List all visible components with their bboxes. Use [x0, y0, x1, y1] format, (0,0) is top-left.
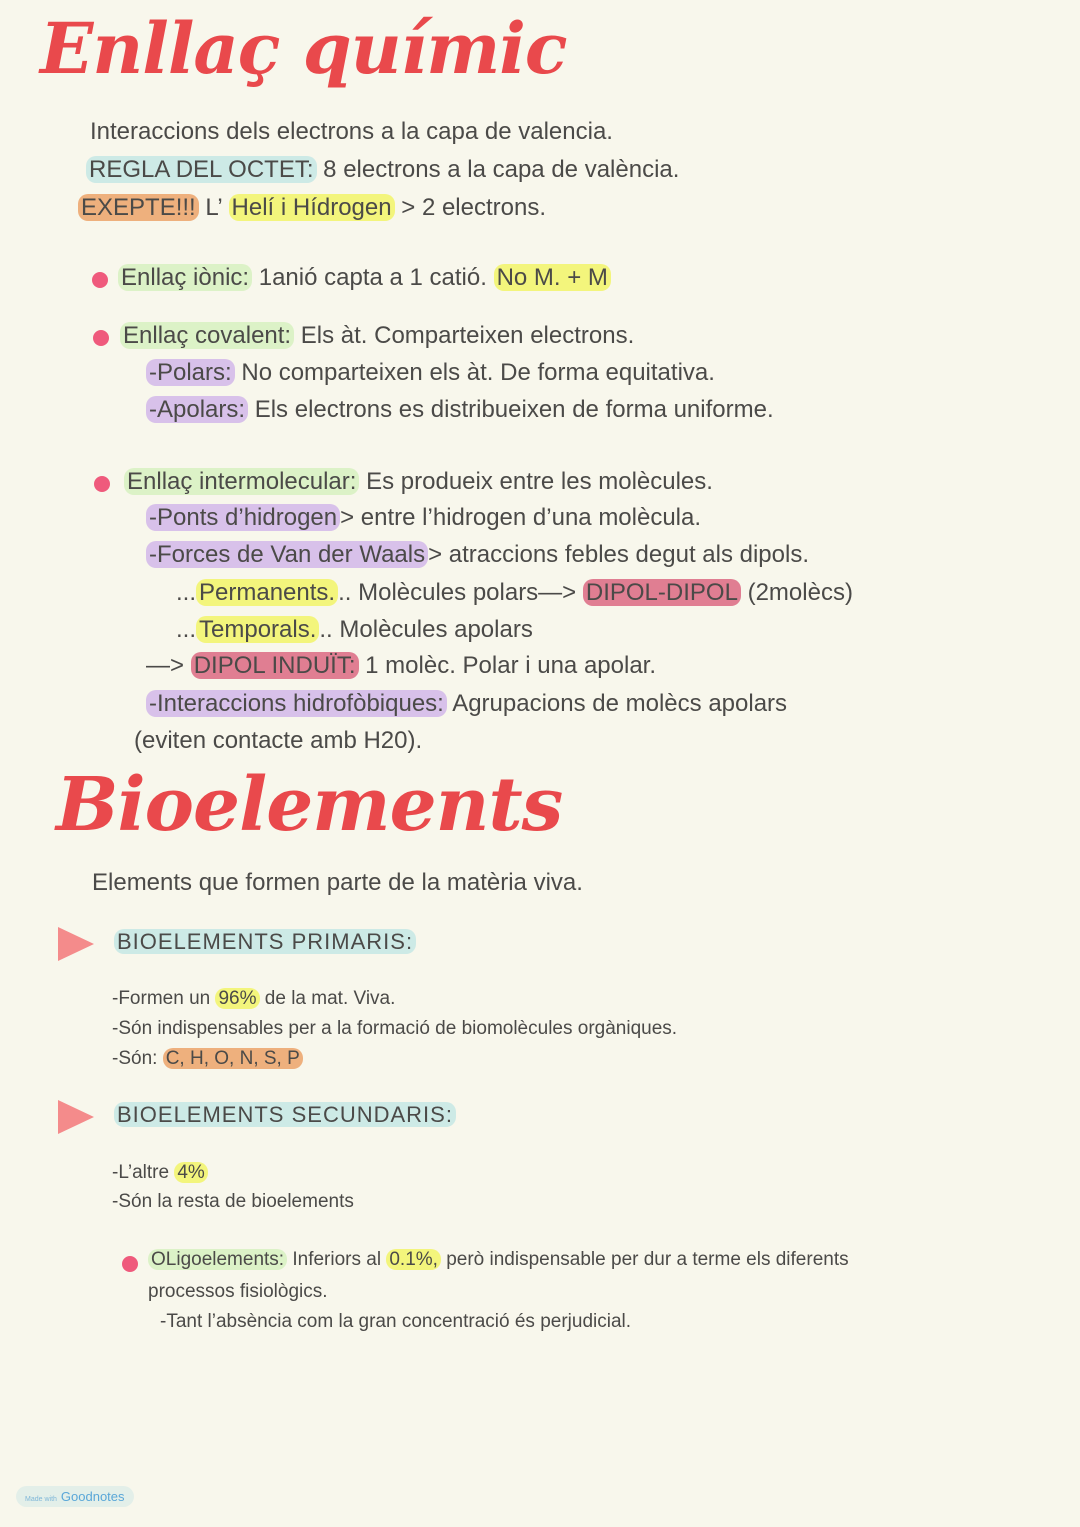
highlighted-text: Enllaç intermolecular:: [124, 468, 359, 495]
note-text: 1 molèc. Polar i una apolar.: [358, 652, 657, 679]
note-text: Els electrons es distribueixen de forma uniforme.: [248, 396, 774, 423]
note-text: -Formen un: [112, 988, 216, 1009]
highlighted-text: -Forces de Van der Waals: [146, 541, 428, 568]
note-text: .. Molècules polars—>: [338, 579, 583, 606]
highlighted-text: -Apolars:: [146, 396, 248, 423]
note-line-s5: [112, 1191, 354, 1214]
highlighted-text: 0.1%,: [386, 1249, 441, 1270]
highlighted-text: BIOELEMENTS SECUNDARIS:: [114, 1102, 456, 1127]
note-text: 1anió capta a 1 catió.: [252, 264, 494, 291]
note-line-l16: [92, 869, 583, 898]
note-line-l12: [176, 616, 533, 645]
note-text: Inferiors al: [287, 1249, 387, 1270]
note-text: processos fisiològics.: [148, 1281, 328, 1302]
highlighted-text: 96%: [215, 988, 259, 1009]
highlighted-text: Enllaç iònic:: [118, 264, 252, 291]
triangle-bullet-icon: [58, 1100, 94, 1134]
note-text: Els àt. Comparteixen electrons.: [294, 322, 635, 349]
note-text: Agrupacions de molècs apolars: [446, 690, 788, 717]
note-text: > 2 electrons.: [394, 194, 547, 221]
highlighted-text: DIPOL INDUÏT:: [191, 652, 359, 679]
highlighted-text: Permanents.: [196, 579, 338, 606]
note-text: -Són la resta de bioelements: [112, 1191, 354, 1212]
note-line-l8: [124, 468, 713, 497]
made-with-label: Made with: [25, 1496, 57, 1503]
highlighted-text: REGLA DEL OCTET:: [86, 156, 317, 183]
title-enllac-quimic: Enllaç químic: [40, 7, 567, 90]
note-text: Interaccions dels electrons a la capa de valencia.: [90, 118, 613, 145]
bullet-dot-icon: [94, 476, 110, 492]
note-text: -Són indispensables per a la formació de biomolècules orgàniques.: [112, 1018, 678, 1039]
note-line-l2: [86, 156, 679, 185]
note-line-l7: [146, 396, 774, 425]
note-text: .. Molècules apolars: [319, 616, 533, 643]
note-line-l13: [146, 652, 656, 681]
note-line-l15: [134, 727, 422, 756]
note-text: Elements que formen parte de la matèria viva.: [92, 869, 583, 896]
note-text: però indispensable per dur a terme els diferents: [440, 1249, 849, 1270]
highlighted-text: -Polars:: [146, 359, 235, 386]
note-line-h2: [114, 1102, 456, 1128]
note-line-s4: [112, 1162, 208, 1185]
triangle-bullet-icon: [58, 927, 94, 961]
highlighted-text: -Interaccions hidrofòbiques:: [146, 690, 447, 717]
highlighted-text: BIOELEMENTS PRIMARIS:: [114, 929, 416, 954]
note-line-l1: [90, 118, 613, 147]
highlighted-text: No M. + M: [494, 264, 611, 291]
note-line-l11: [176, 579, 853, 608]
note-text: (2molècs): [740, 579, 853, 606]
note-text: No comparteixen els àt. De forma equitativa.: [234, 359, 715, 386]
note-text: -Són:: [112, 1048, 163, 1069]
note-line-h1: [114, 929, 416, 955]
note-line-l10: [146, 541, 809, 570]
bullet-dot-icon: [93, 330, 109, 346]
bullet-dot-icon: [122, 1256, 138, 1272]
note-line-s1: [112, 988, 395, 1011]
highlighted-text: Helí i Hídrogen: [229, 194, 395, 221]
note-line-s2: [112, 1018, 677, 1041]
highlighted-text: DIPOL-DIPOL: [583, 579, 741, 606]
goodnotes-brand: Goodnotes: [60, 1489, 125, 1504]
note-text: 8 electrons a la capa de valència.: [316, 156, 680, 183]
highlighted-text: Enllaç covalent:: [120, 322, 294, 349]
highlighted-text: 4%: [174, 1162, 207, 1183]
note-text: ...: [176, 616, 197, 643]
highlighted-text: Temporals.: [196, 616, 319, 643]
note-line-l4: [118, 264, 611, 293]
note-text: de la mat. Viva.: [259, 988, 396, 1009]
note-line-o1: [148, 1249, 849, 1272]
highlighted-text: -Ponts d’hidrogen: [146, 504, 340, 531]
note-line-l5: [120, 322, 634, 351]
note-text: > entre l’hidrogen d’una molècula.: [340, 504, 702, 531]
note-line-s3: [112, 1048, 303, 1071]
note-text: -L’altre: [112, 1162, 175, 1183]
note-line-l14: [146, 690, 787, 719]
note-text: > atraccions febles degut als dipols.: [428, 541, 810, 568]
title-bioelements: Bioelements: [56, 762, 563, 848]
note-line-o2: [148, 1281, 328, 1304]
note-line-o3: [160, 1311, 631, 1334]
note-text: —>: [146, 652, 191, 679]
note-text: Es produeix entre les molècules.: [359, 468, 713, 495]
note-text: L’: [198, 194, 229, 221]
note-text: -Tant l’absència com la gran concentració és perjudicial.: [160, 1311, 632, 1332]
highlighted-text: OLigoelements:: [148, 1249, 287, 1270]
goodnotes-badge: [16, 1486, 134, 1507]
note-line-l6: [146, 359, 715, 388]
note-line-l3: [78, 194, 546, 223]
note-line-l9: [146, 504, 701, 533]
bullet-dot-icon: [92, 272, 108, 288]
highlighted-text: EXEPTE!!!: [78, 194, 199, 221]
note-text: (eviten contacte amb H20).: [134, 727, 423, 754]
note-text: ...: [176, 579, 197, 606]
highlighted-text: C, H, O, N, S, P: [163, 1048, 303, 1069]
